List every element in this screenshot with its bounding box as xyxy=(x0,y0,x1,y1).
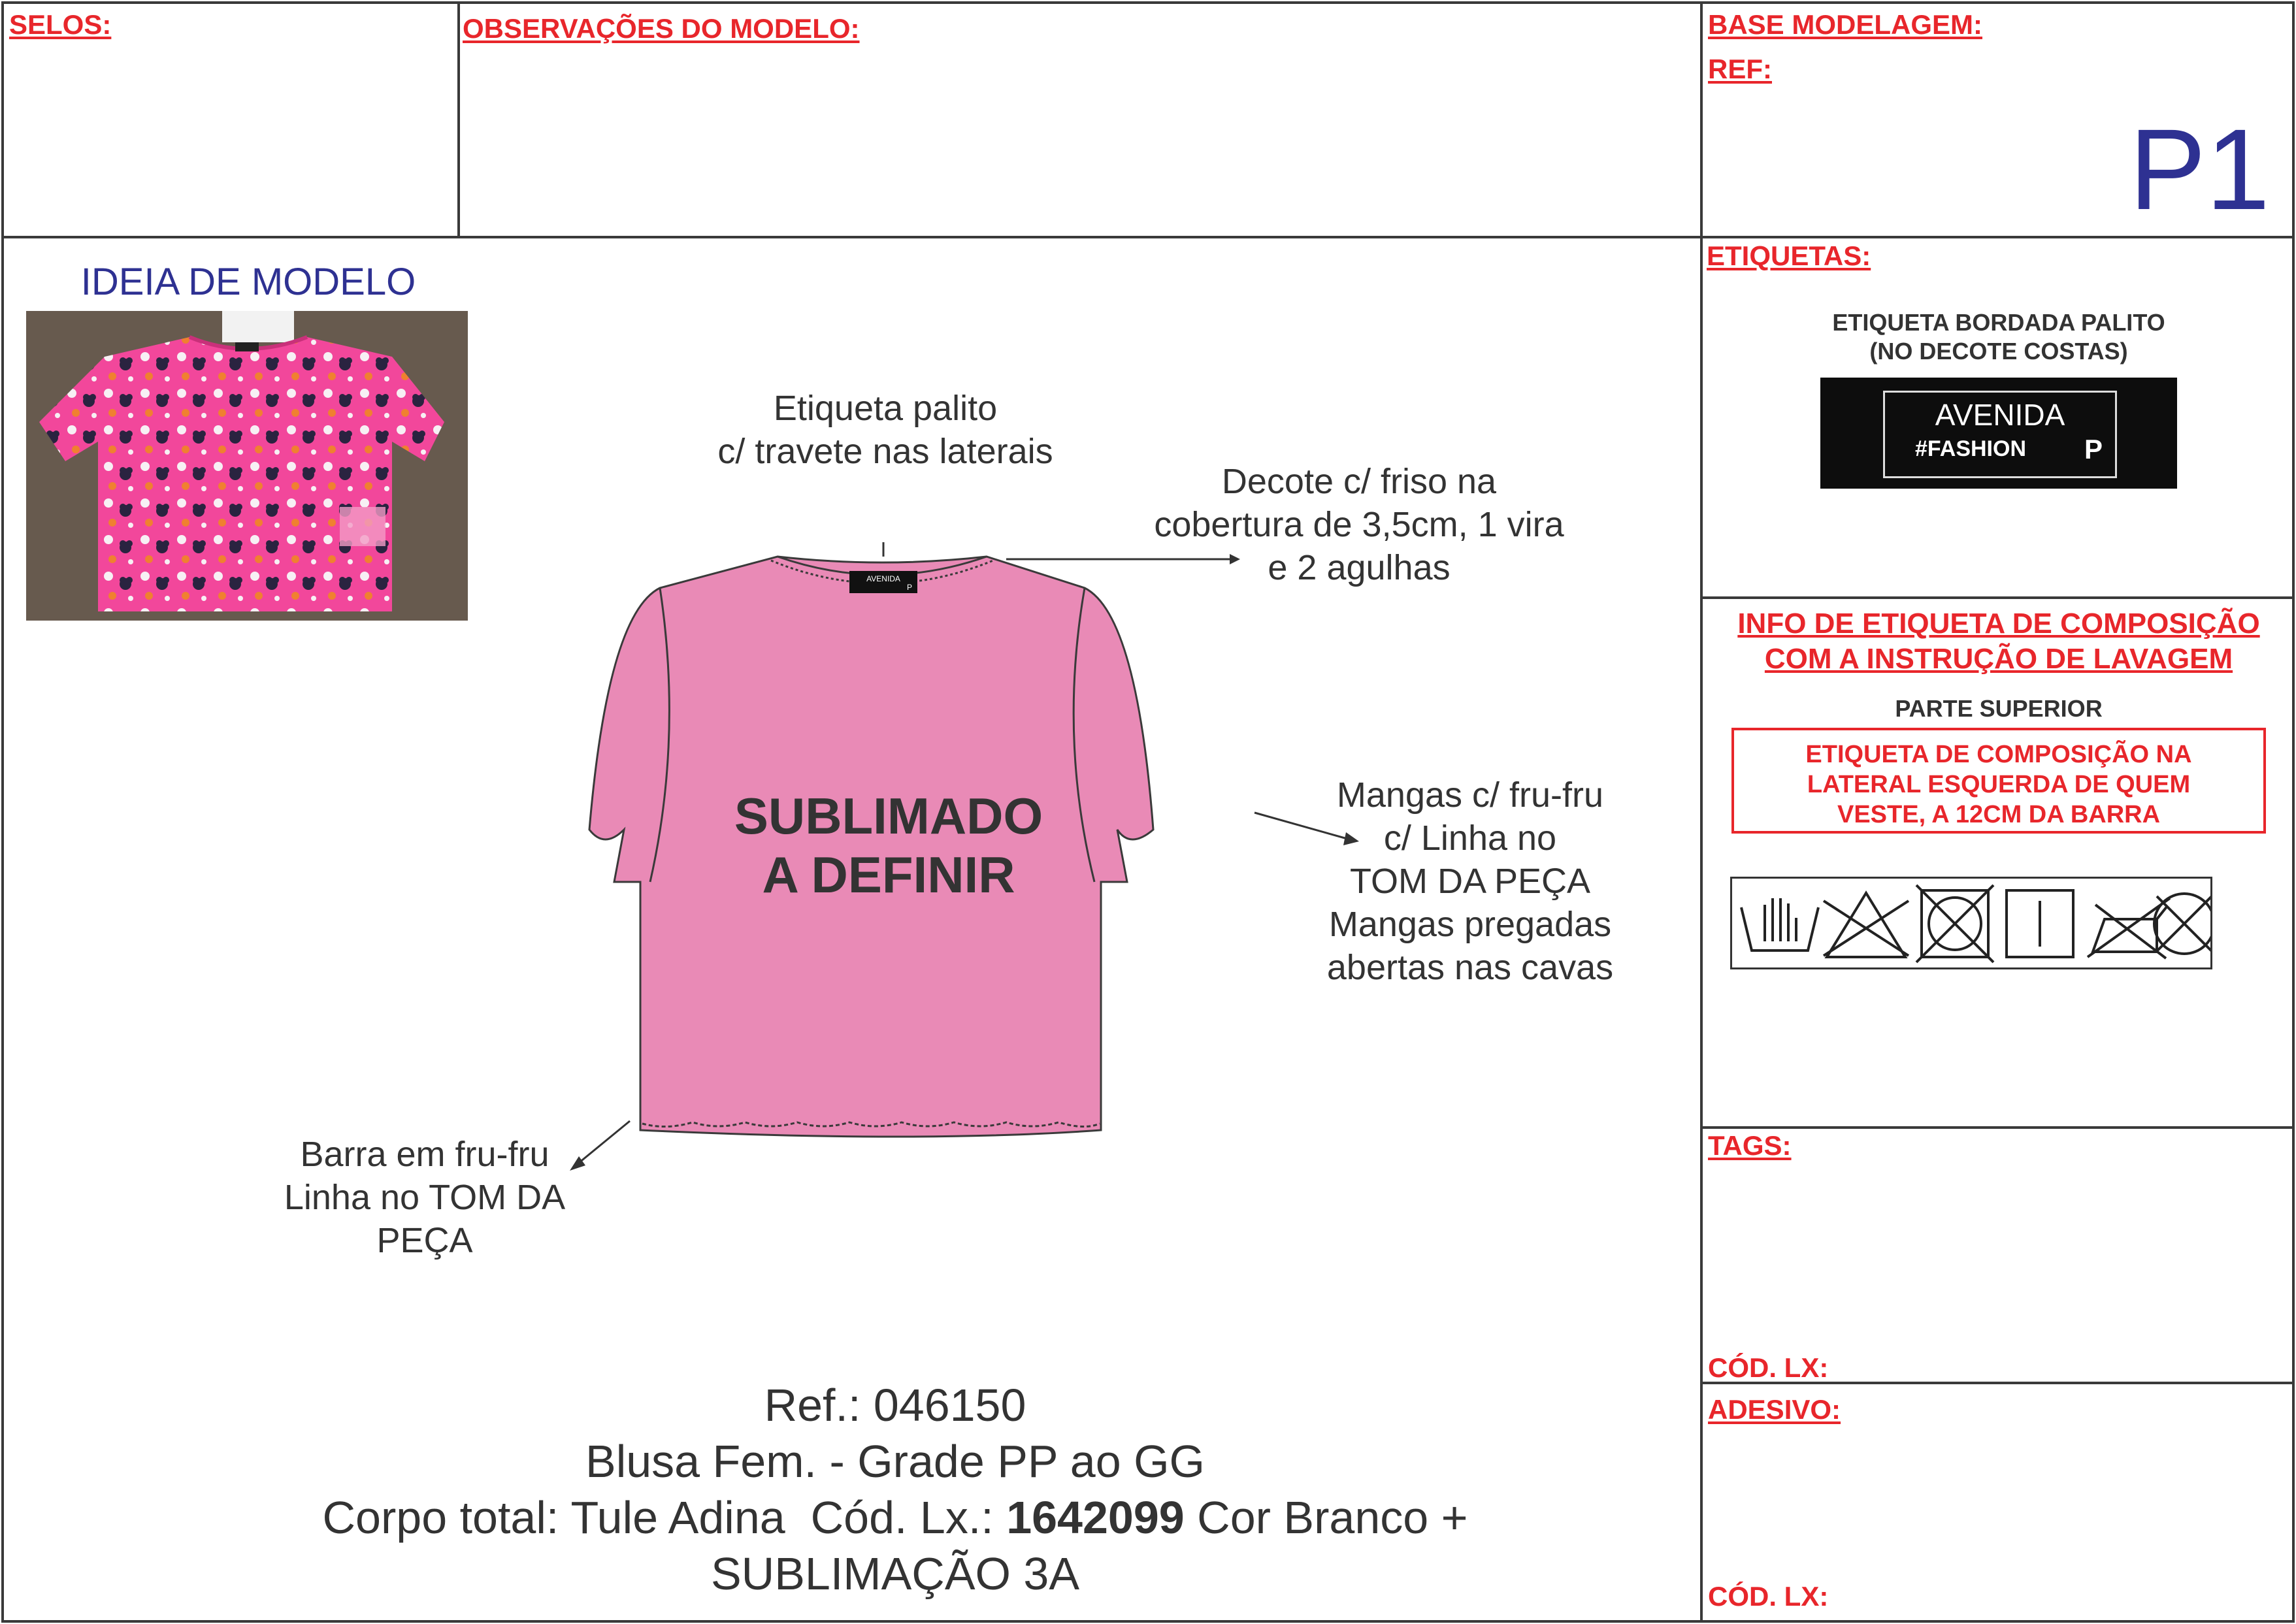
parte-superior: PARTE SUPERIOR xyxy=(1895,695,2103,722)
brand-label xyxy=(1820,378,2177,489)
mangas-line5: abertas nas cavas xyxy=(1326,948,1614,987)
ideia-title: IDEIA DE MODELO xyxy=(80,261,416,303)
composicao-line1: ETIQUETA DE COMPOSIÇÃO NA xyxy=(1805,741,2192,768)
mangas-line4: Mangas pregadas xyxy=(1328,905,1612,944)
composicao-line2: LATERAL ESQUERDA DE QUEM xyxy=(1807,771,2191,798)
etiqueta-bordada-line2: (NO DECOTE COSTAS) xyxy=(1869,338,2128,365)
decote-line1: Decote c/ friso na xyxy=(1221,462,1497,501)
etiquetas-label: ETIQUETAS: xyxy=(1707,240,1871,271)
sublimado-line2: A DEFINIR xyxy=(762,846,1015,903)
line-dry-icon xyxy=(2007,890,2073,957)
no-bleach-icon xyxy=(1824,893,1909,957)
info-line2: COM A INSTRUÇÃO DE LAVAGEM xyxy=(1764,643,2233,675)
care-symbols xyxy=(1732,879,2210,967)
size-code: P1 xyxy=(2129,106,2270,234)
decote-annotation xyxy=(1111,460,1607,589)
corpo-code: 1642099 xyxy=(1006,1492,1185,1543)
info-heading xyxy=(1703,606,2295,677)
no-dry-clean-icon xyxy=(2154,894,2210,954)
adesivo-label: ADESIVO: xyxy=(1708,1394,1841,1425)
brand-label-size: P xyxy=(2084,434,2103,464)
decote-line2: cobertura de 3,5cm, 1 vira xyxy=(1154,505,1564,544)
care-symbols-box xyxy=(1730,877,2212,969)
footer-description: Blusa Fem. - Grade PP ao GG xyxy=(585,1436,1205,1487)
mini-label-brand: AVENIDA xyxy=(866,574,900,583)
footer-block xyxy=(131,1377,1660,1602)
etiqueta-line2: c/ travete nas laterais xyxy=(717,432,1053,471)
brand-label-tag: #FASHION xyxy=(1914,436,2027,461)
sublimado-text xyxy=(712,787,1065,904)
info-line1: INFO DE ETIQUETA DE COMPOSIÇÃO xyxy=(1737,608,2260,640)
footer-sublimacao: SUBLIMAÇÃO 3A xyxy=(710,1548,1080,1599)
mangas-line2: c/ Linha no xyxy=(1383,819,1557,858)
mangas-line3: TOM DA PEÇA xyxy=(1349,862,1591,901)
etiqueta-annotation xyxy=(673,387,1098,473)
decote-line3: e 2 agulhas xyxy=(1268,548,1451,587)
etiqueta-bordada-text xyxy=(1703,308,2295,366)
etiqueta-line1: Etiqueta palito xyxy=(773,389,998,428)
cod-lx-label-2: CÓD. LX: xyxy=(1708,1581,1829,1612)
footer-ref: Ref.: 046150 xyxy=(764,1380,1026,1431)
mangas-annotation xyxy=(1287,773,1653,989)
composicao-box xyxy=(1731,728,2266,834)
ref-label: REF: xyxy=(1708,54,1772,84)
cod-lx-label-1: CÓD. LX: xyxy=(1708,1352,1829,1383)
corpo-prefix: Corpo total: Tule Adina Cód. Lx.: xyxy=(322,1492,1007,1543)
brand-label-name: AVENIDA xyxy=(1935,398,2065,432)
barra-line1: Barra em fru-fru xyxy=(300,1135,549,1174)
corpo-suffix: Cor Branco + xyxy=(1184,1492,1468,1543)
tags-label: TAGS: xyxy=(1708,1130,1792,1161)
mini-label-size: P xyxy=(906,583,913,592)
barra-line2: Linha no TOM DA xyxy=(284,1178,566,1217)
hand-wash-icon xyxy=(1741,898,1818,950)
barra-line3: PEÇA xyxy=(376,1221,473,1260)
etiqueta-bordada-line1: ETIQUETA BORDADA PALITO xyxy=(1832,309,2165,336)
selos-label: SELOS: xyxy=(9,9,112,40)
composicao-text xyxy=(1734,739,2263,830)
composicao-line3: VESTE, A 12CM DA BARRA xyxy=(1837,801,2161,828)
footer-corpo xyxy=(131,1489,1660,1546)
barra-annotation xyxy=(248,1133,601,1262)
sublimado-line1: SUBLIMADO xyxy=(734,787,1043,845)
mangas-line1: Mangas c/ fru-fru xyxy=(1336,775,1604,815)
base-modelagem-label: BASE MODELAGEM: xyxy=(1708,9,1982,40)
no-tumble-dry-icon xyxy=(1916,885,1993,962)
observacoes-label: OBSERVAÇÕES DO MODELO: xyxy=(463,13,860,44)
